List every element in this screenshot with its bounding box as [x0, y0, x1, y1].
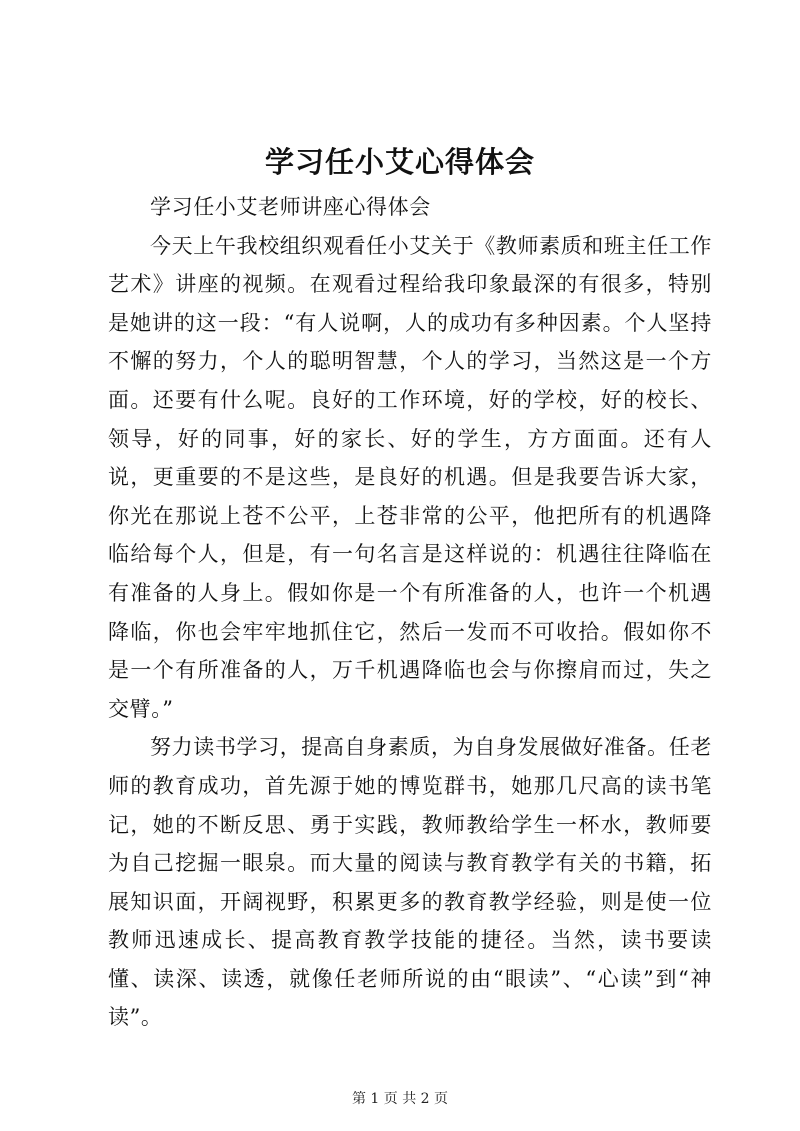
body-paragraph: 努力读书学习，提高自身素质，为自身发展做好准备。任老师的教育成功，首先源于她的博览群书，她那几尺高的读书笔记，她的不断反思、勇于实践，教师教给学生一杯水，教师要为自己挖掘一眼泉。而大量的阅读与教育教学有关的书籍，拓展知识面，开阔视野，积累更多的教育教学经验，则是使一位教师迅速成长、提高教育教学技能的捷径。当然，读书要读懂、读深、读透，就像任老师所说的由“眼读”、“心读”到“神读”。	[108, 735, 712, 1030]
document-body	[108, 188, 712, 1037]
document-title: 学习任小艾心得体会	[264, 145, 535, 179]
page-number-footer: 第 1 页 共 2 页	[351, 1091, 449, 1107]
subtitle-paragraph: 学习任小艾老师讲座心得体会	[150, 195, 431, 219]
body-paragraph: 今天上午我校组织观看任小艾关于《教师素质和班主任工作艺术》讲座的视频。在观看过程给我印象最深的有很多，特别是她讲的这一段：“有人说啊，人的成功有多种因素。个人坚持不懈的努力，个人的聪明智慧，个人的学习，当然这是一个方面。还要有什么呢。良好的工作环境，好的学校，好的校长、领导，好的同事，好的家长、好的学生，方方面面。还有人说，更重要的不是这些，是良好的机遇。但是我要告诉大家，你光在那说上苍不公平，上苍非常的公平，他把所有的机遇降临给每个人，但是，有一句名言是这样说的：机遇往往降临在有准备的人身上。假如你是一个有所准备的人，也许一个机遇降临，你也会牢牢地抓住它，然后一发而不可收拾。假如你不是一个有所准备的人，万千机遇降临也会与你擦肩而过，失之交臂。”	[108, 233, 712, 721]
